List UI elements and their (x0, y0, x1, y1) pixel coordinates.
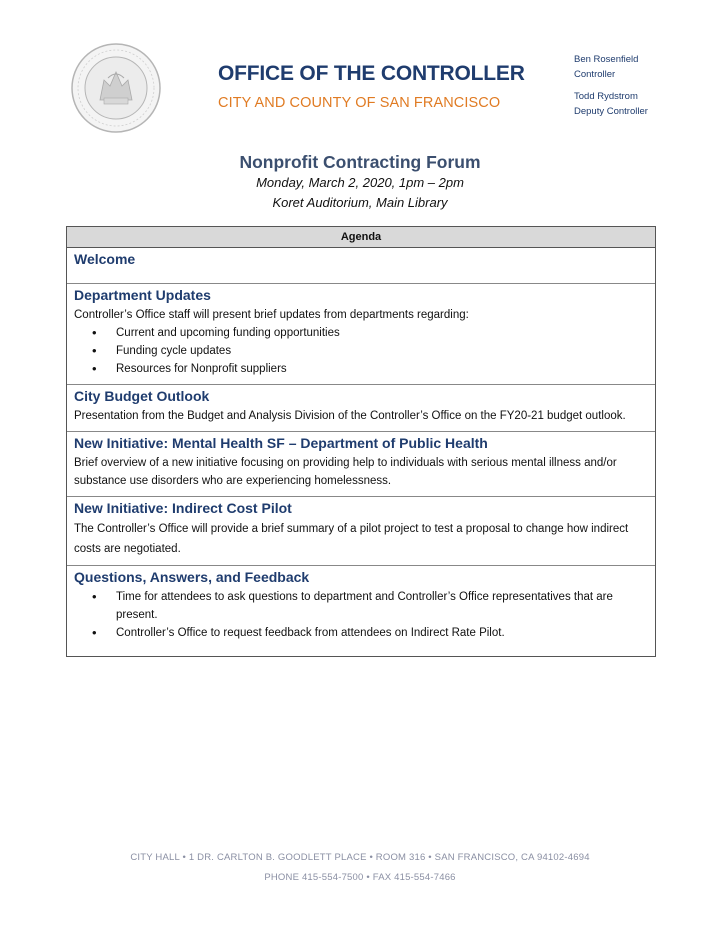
agenda-section-welcome (67, 248, 655, 283)
agenda-section-budget-outlook (67, 384, 655, 431)
agenda-section-indirect-cost-pilot (67, 496, 655, 565)
bullet-list (74, 588, 648, 642)
section-text: The Controller’s Office will provide a brief summary of a pilot project to test a proposal to change how indirect costs are negotiated. (74, 523, 629, 555)
section-text: Controller’s Office staff will present brief updates from departments regarding: (74, 309, 469, 321)
agenda-section-department-updates (67, 283, 655, 384)
controller-name: Ben Rosenfield (574, 54, 639, 65)
footer-address: CITY HALL • 1 DR. CARLTON B. GOODLETT PLACE • ROOM 316 • SAN FRANCISCO, CA 94102-4694 (130, 852, 590, 863)
office-title: OFFICE OF THE CONTROLLER (218, 62, 525, 85)
section-title: City Budget Outlook (74, 388, 210, 404)
section-title: Department Updates (74, 287, 211, 303)
list-item: • Funding cycle updates (116, 342, 648, 360)
footer-contact: PHONE 415-554-7500 • FAX 415-554-7466 (264, 872, 456, 883)
list-item: • Time for attendees to ask questions to department and Controller’s Office representatives that are present. (116, 588, 648, 624)
officials-block (574, 52, 648, 119)
agenda-section-mental-health-sf (67, 431, 655, 496)
forum-title: Nonprofit Contracting Forum (239, 152, 481, 172)
office-subtitle: CITY AND COUNTY OF SAN FRANCISCO (218, 95, 501, 111)
city-seal-icon (70, 42, 162, 134)
bullet-list (74, 324, 648, 378)
section-title: Welcome (74, 251, 136, 267)
section-title: New Initiative: Mental Health SF – Department of Public Health (74, 435, 488, 451)
section-text: Brief overview of a new initiative focusing on providing help to individuals with serious mental illness and/or substance use disorders who are experiencing homelessness. (74, 457, 617, 487)
section-title: Questions, Answers, and Feedback (74, 569, 310, 585)
controller-role: Controller (574, 69, 616, 80)
list-item: • Current and upcoming funding opportunities (116, 324, 648, 342)
list-item: • Controller’s Office to request feedback from attendees on Indirect Rate Pilot. (116, 624, 648, 642)
list-item: • Resources for Nonprofit suppliers (116, 360, 648, 378)
agenda-header: Agenda (67, 227, 655, 248)
agenda-section-questions (67, 565, 655, 656)
deputy-controller-role: Deputy Controller (574, 106, 648, 117)
deputy-controller-name: Todd Rydstrom (574, 91, 638, 102)
section-text: Presentation from the Budget and Analysis Division of the Controller’s Office on the FY20-21 budget outlook. (74, 410, 626, 422)
agenda-table (66, 226, 656, 657)
forum-location: Koret Auditorium, Main Library (272, 195, 448, 210)
forum-date: Monday, March 2, 2020, 1pm – 2pm (256, 175, 464, 190)
section-title: New Initiative: Indirect Cost Pilot (74, 500, 292, 516)
